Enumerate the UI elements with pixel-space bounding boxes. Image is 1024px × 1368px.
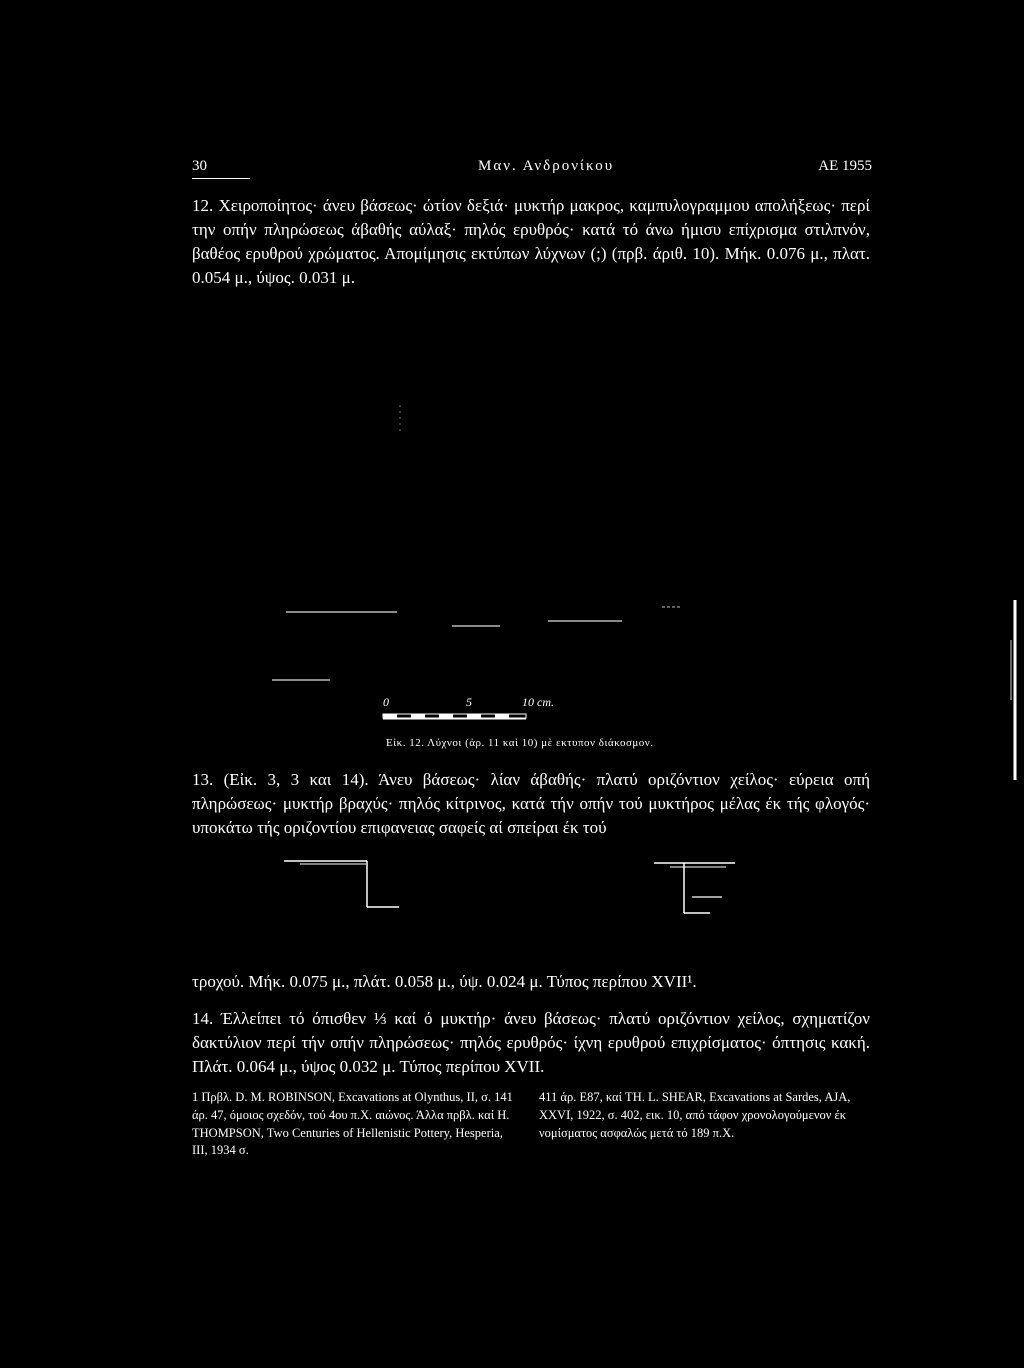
page-number: 30 xyxy=(192,158,250,179)
footnote-left-column: 1 Πρβλ. D. M. ROBINSON, Excavations at Olynthus, II, σ. 141 άρ. 47, όμοιος σχεδόν, τού 4ου π.Χ. αιώνος. Άλλα πρβλ. καί H. THOMPSON, Two Centuries of Hellenistic Pottery, Hesperia, III, 1934 σ. xyxy=(192,1090,513,1158)
lamp-profile-drawing-right xyxy=(654,863,735,913)
figure-caption: Εἰκ. 12. Λύχνοι (ἀρ. 11 καὶ 10) μὲ εκτυπον διάκοσμον. xyxy=(386,737,654,749)
scale-label-5: 5 xyxy=(466,695,472,709)
lamp-profile-drawing-left xyxy=(284,861,399,907)
scale-label-0: 0 xyxy=(383,695,389,709)
running-journal: ΑΕ 1955 xyxy=(818,158,872,174)
item-13-paragraph-part1: 13. (Εἰκ. 3, 3 και 14). Άνευ βάσεως· λίαν άβαθής· πλατύ οριζόντιον χείλος· εύρεια οπή πληρώσεως· μυκτήρ βραχύς· πηλός κίτρινος, κατά τήν οπήν τού μυκτήρος μέλας έκ τής φλογός· υποκάτω τής οριζοντίου επιφανειας σαφείς αί σπείραι έκ τού xyxy=(192,770,870,837)
footnote-right-column: 411 άρ. E87, καί TH. L. SHEAR, Excavations at Sardes, AJA, XXVI, 1922, σ. 402, εικ. 10, από τάφον χρονολογούμενον έκ νομίσματος ασφαλώς μετά τό 189 π.Χ. xyxy=(539,1090,851,1140)
scale-label-10cm: 10 cm. xyxy=(522,695,554,709)
item-14-paragraph: 14. Έλλείπει τό όπισθεν ⅓ καί ό μυκτήρ· άνευ βάσεως· πλατύ οριζόντιον χείλος, σχηματίζον δακτύλιον περί τήν οπήν πληρώσεως· πηλός ερυθρός· ίχνη ερυθρού επιχρίσματος· όπτησις κακή. Πλάτ. 0.064 μ., ύψος 0.032 μ. Τύπος περίπου XVII. xyxy=(192,1009,870,1076)
running-author: Μαν. Ανδρονίκου xyxy=(478,158,615,174)
item-13-paragraph-part2: τροχού. Μήκ. 0.075 μ., πλάτ. 0.058 μ., ύψ. 0.024 μ. Τύπος περίπου XVII¹. xyxy=(192,972,697,991)
item-12-paragraph: 12. Χειροποίητος· άνευ βάσεως· ώτίον δεξιά· μυκτήρ μακρος, καμπυλογραμμου απολήξεως· περί την οπήν πληρώσεως άβαθής αύλαξ· πηλός ερυθρός· κατά τό άνω ήμισυ επίχρισμα στιλπνόν, βαθέος ερυθρού χρώματος. Απομίμησις εκτύπων λύχνων (;) (πρβ. άριθ. 10). Μήκ. 0.076 μ., πλατ. 0.054 μ., ύψος. 0.031 μ. xyxy=(192,196,870,287)
scale-bar xyxy=(383,714,526,719)
